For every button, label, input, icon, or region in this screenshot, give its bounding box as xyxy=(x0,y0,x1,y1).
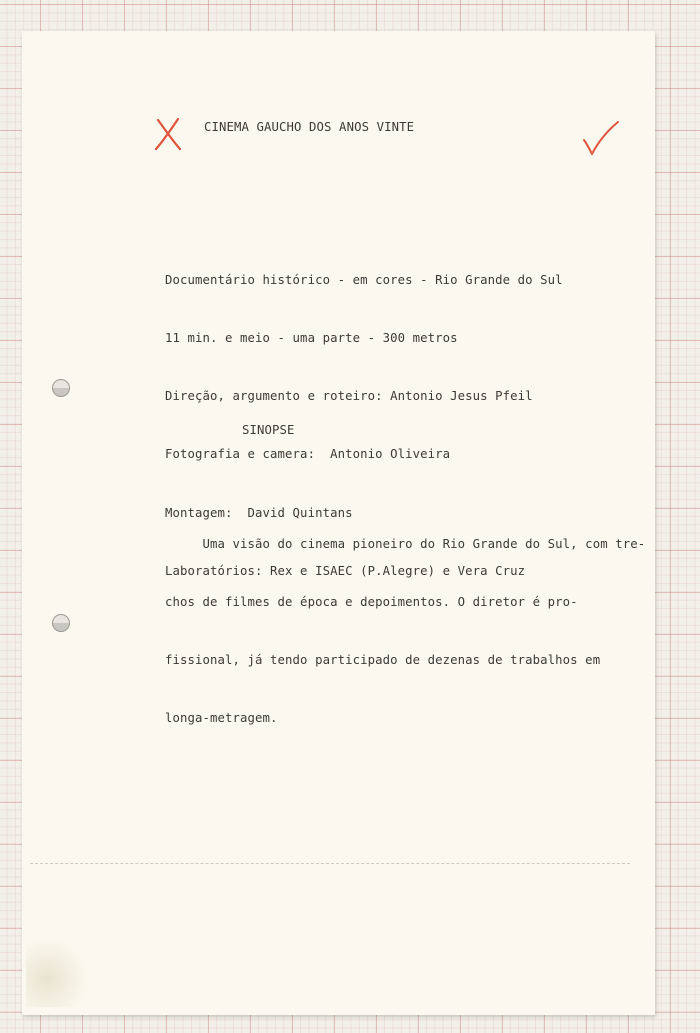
punch-hole-top xyxy=(52,379,70,397)
punch-hole-bottom xyxy=(52,614,70,632)
credit-line: Laboratórios: Rex e ISAEC (P.Alegre) e Vera Cruz xyxy=(165,563,526,578)
synopsis-line: chos de filmes de época e depoimentos. O diretor é pro- xyxy=(165,595,578,610)
credit-line: Fotografia e camera: Antonio Oliveira xyxy=(165,447,451,462)
synopsis-paragraph xyxy=(165,496,645,748)
check-mark-icon xyxy=(580,120,620,158)
x-mark-icon xyxy=(152,116,184,152)
fold-line xyxy=(30,863,630,864)
document-title: CINEMA GAUCHO DOS ANOS VINTE xyxy=(204,120,415,134)
paper-stain xyxy=(26,937,96,1007)
credit-line: Montagem: David Quintans xyxy=(165,505,353,520)
synopsis-line: longa-metragem. xyxy=(165,711,278,726)
synopsis-line: fissional, já tendo participado de dezenas de trabalhos em xyxy=(165,653,601,668)
credit-line: Direção, argumento e roteiro: Antonio Jesus Pfeil xyxy=(165,389,533,404)
credit-line: Documentário histórico - em cores - Rio Grande do Sul xyxy=(165,272,563,287)
section-heading: SINOPSE xyxy=(242,423,295,437)
synopsis-line: Uma visão do cinema pioneiro do Rio Grande do Sul, com tre- xyxy=(165,536,646,551)
credit-line: 11 min. e meio - uma parte - 300 metros xyxy=(165,331,458,346)
